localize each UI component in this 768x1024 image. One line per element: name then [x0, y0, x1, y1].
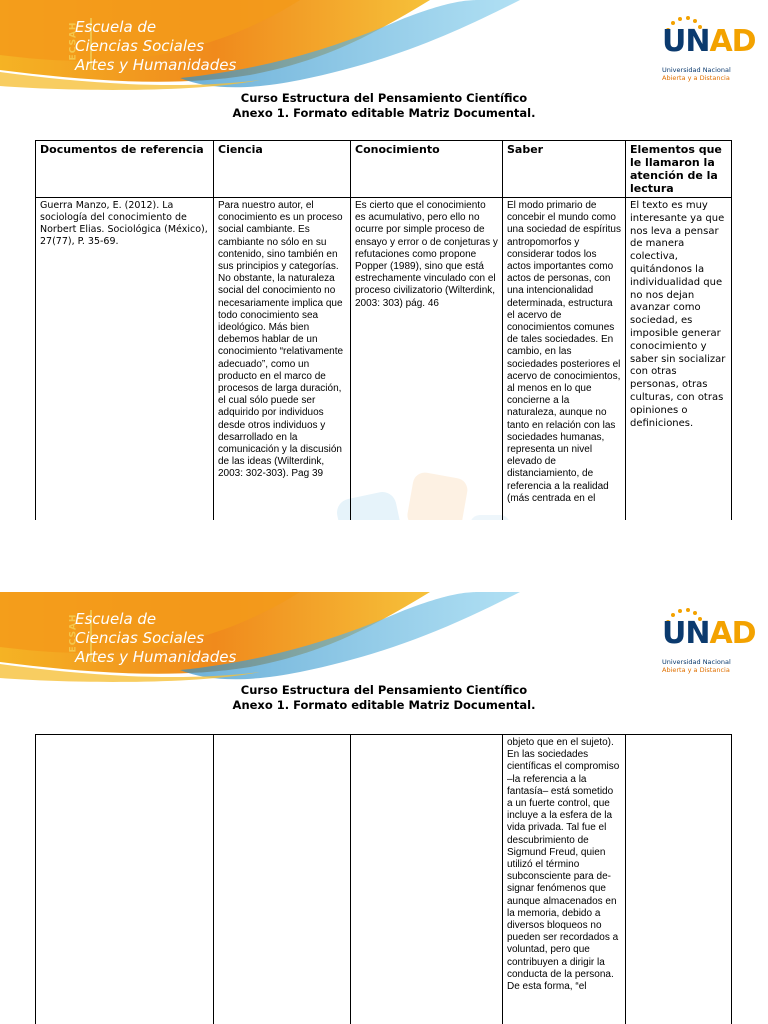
cell-referencia-empty [36, 735, 214, 1024]
cell-conocimiento-empty [351, 735, 503, 1024]
document-page-2 [0, 592, 768, 1024]
cell-saber [503, 198, 626, 521]
table-row [36, 735, 732, 1024]
documental-matrix-table [35, 140, 732, 520]
course-title: Curso Estructura del Pensamiento Científico [240, 683, 528, 697]
header-ciencia: Ciencia [214, 141, 351, 198]
school-name [75, 610, 236, 667]
school-line-2: Ciencias Sociales [75, 37, 205, 55]
school-line-3: Artes y Humanidades [75, 648, 237, 666]
logo-subtitle-2: Abierta y a Distancia [662, 666, 730, 674]
page-gap [0, 545, 768, 592]
document-titles [0, 683, 768, 713]
unad-logo [660, 606, 760, 676]
ecsah-vertical-label: ECSAH [68, 21, 79, 61]
unad-logo [660, 14, 760, 84]
logo-wordmark: UNAD [662, 24, 756, 59]
school-line-1: Escuela de [75, 18, 157, 36]
cell-ciencia-empty [214, 735, 351, 1024]
header-saber: Saber [503, 141, 626, 198]
course-title: Curso Estructura del Pensamiento Científico [240, 91, 528, 105]
school-line-1: Escuela de [75, 610, 157, 628]
document-titles [0, 91, 768, 121]
logo-subtitle-2: Abierta y a Distancia [662, 74, 730, 82]
logo-subtitle-1: Universidad Nacional [662, 658, 731, 666]
logo-wordmark: UNAD [662, 616, 756, 651]
annex-title: Anexo 1. Formato editable Matriz Documental. [232, 698, 536, 712]
cell-saber: objeto que en el sujeto). En las sociedades científicas el compromiso –la referencia a la fantasía– está sometido a un fuerte control, que incluye a la esfera de la vida privada. Tal fue el descubrimiento de Sigmund Freud, quien utilizó el término subconsciente para de-signar fenómenos que aunque almacenados en la memoria, debido a diversos bloqueos no pueden ser recordados a voluntad, pero que contribuyen a dirigir la conducta de la persona. De esta forma, “el [503, 735, 626, 1024]
cell-referencia: Guerra Manzo, E. (2012). La sociología del conocimiento de Norbert Elias. Sociológica (México), 27(77), P. 35-69. [36, 198, 214, 521]
header-conocimiento: Conocimiento [351, 141, 503, 198]
ecsah-vertical-label: ECSAH [68, 613, 79, 653]
saber-text: El modo primario de concebir el mundo como una sociedad de espíritus antropomorfos y considerar todos los actos importantes como actos de personas, con una intencionalidad determinada, estructura el acervo de conocimientos comunes de tales sociedades. En cambio, en las sociedades posteriores el acervo de conocimientos, al menos en lo que concierne a la naturaleza, aunque no tanto en relación con las sociedades humanas, representa un nivel elevado de distanciamiento, de referencia a la realidad (más centrada en el [507, 200, 621, 504]
header-documentos: Documentos de referencia [36, 141, 214, 198]
table-header-row [36, 141, 732, 198]
cell-elementos-empty [626, 735, 732, 1024]
annex-title: Anexo 1. Formato editable Matriz Documental. [232, 106, 536, 120]
table-row [36, 198, 732, 521]
school-line-2: Ciencias Sociales [75, 629, 205, 647]
school-line-3: Artes y Humanidades [75, 56, 237, 74]
cell-elementos: El texto es muy interesante ya que nos leva a pensar de manera colectiva, quitándonos la individualidad que no nos dejan avanzar como sociedad, es imposible generar conocimiento y saber sin socializar con otras personas, otras culturas, con otras opiniones o definiciones. [626, 198, 732, 521]
school-name [75, 18, 236, 75]
cell-ciencia: Para nuestro autor, el conocimiento es un proceso social cambiante. Es cambiante no sólo en su contenido, sino también en sus principios y categorías. No obstante, la naturaleza social del conocimiento no necesariamente implica que todo conocimiento sea ideológico. Más bien debemos hablar de un conocimiento “relativamente adecuado”, como un producto en el marco de procesos de larga duración, el cual sólo puede ser adquirido por individuos desde otros individuos y desarrollado en la comunicación y la discusión de las ideas (Wilterdink, 2003: 302-303). Pag 39 [214, 198, 351, 521]
cell-conocimiento: Es cierto que el conocimiento es acumulativo, pero ello no ocurre por simple proceso de ensayo y error o de conjeturas y refutaciones como propone Popper (1989), sino que está estrechamente vinculado con el proceso civilizatorio (Wilterdink, 2003: 303) pág. 46 [351, 198, 503, 521]
logo-subtitle-1: Universidad Nacional [662, 66, 731, 74]
header-elementos: Elementos que le llamaron la atención de la lectura [626, 141, 732, 198]
documental-matrix-table-continued [35, 734, 732, 1024]
